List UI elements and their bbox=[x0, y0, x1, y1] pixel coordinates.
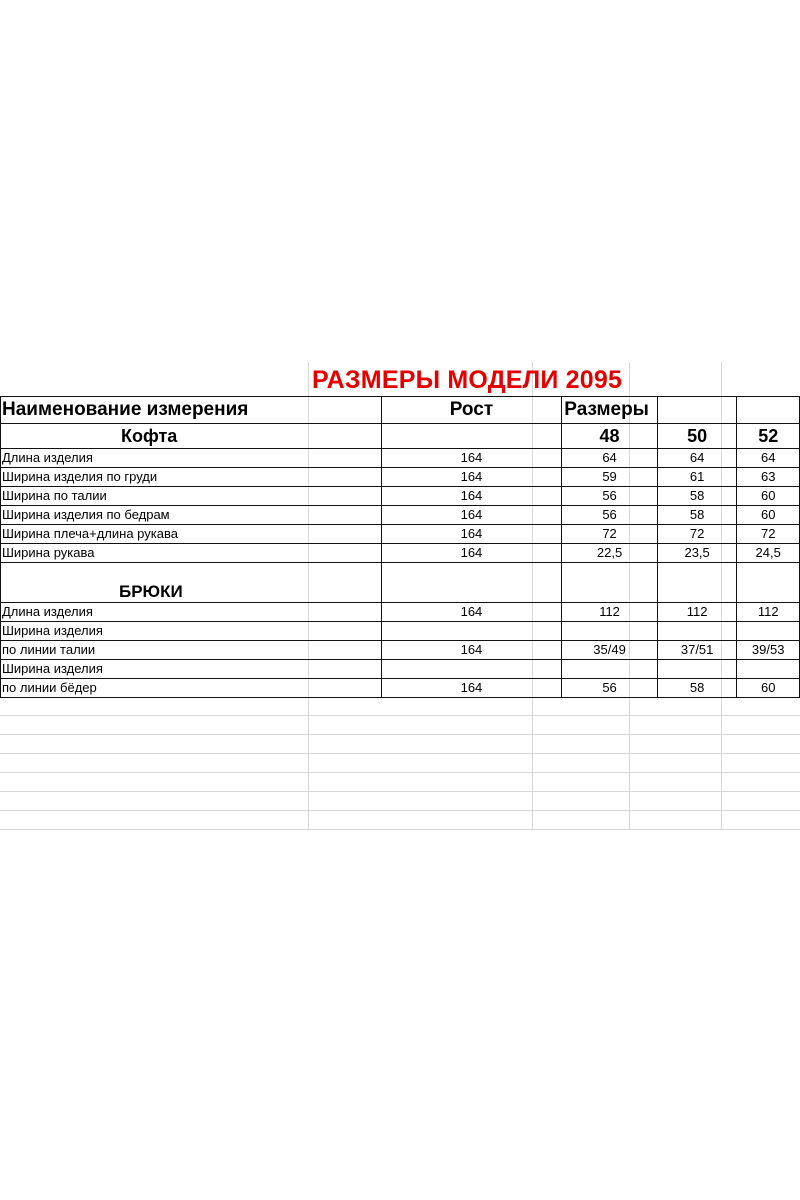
row-height: 164 bbox=[381, 525, 562, 544]
gridline bbox=[0, 753, 800, 754]
header-empty bbox=[737, 397, 800, 424]
row-label: Ширина рукава bbox=[1, 544, 382, 563]
gridline bbox=[0, 791, 800, 792]
gridline bbox=[0, 734, 800, 735]
row-height: 164 bbox=[381, 544, 562, 563]
row-value bbox=[562, 622, 658, 641]
size-table bbox=[0, 396, 800, 698]
row-height: 164 bbox=[381, 449, 562, 468]
size-label: 48 bbox=[562, 424, 658, 449]
header-height: Рост bbox=[381, 397, 562, 424]
row-label: Длина изделия bbox=[1, 449, 382, 468]
section-title: БРЮКИ bbox=[1, 581, 382, 603]
section-row-bryuki bbox=[1, 581, 800, 603]
row-height: 164 bbox=[381, 468, 562, 487]
row-height: 164 bbox=[381, 679, 562, 698]
row-value: 64 bbox=[562, 449, 658, 468]
row-label: по линии талии bbox=[1, 641, 382, 660]
page-title: РАЗМЕРЫ МОДЕЛИ 2095 bbox=[312, 366, 623, 394]
row-label: Длина изделия bbox=[1, 603, 382, 622]
row-value: 59 bbox=[562, 468, 658, 487]
gridline bbox=[0, 715, 800, 716]
table-cell bbox=[381, 581, 562, 603]
gridline bbox=[0, 829, 800, 830]
table-row bbox=[1, 487, 800, 506]
section-row-kofta bbox=[1, 424, 800, 449]
table-row bbox=[1, 660, 800, 679]
table-row bbox=[1, 544, 800, 563]
table-cell bbox=[1, 563, 382, 582]
row-height: 164 bbox=[381, 641, 562, 660]
gridline bbox=[0, 810, 800, 811]
empty-row bbox=[1, 563, 800, 582]
row-label: Ширина изделия по груди bbox=[1, 468, 382, 487]
row-value bbox=[657, 660, 737, 679]
header-empty bbox=[657, 397, 737, 424]
row-value: 112 bbox=[657, 603, 737, 622]
row-label: Ширина изделия по бедрам bbox=[1, 506, 382, 525]
row-value: 72 bbox=[657, 525, 737, 544]
row-height bbox=[381, 622, 562, 641]
row-height: 164 bbox=[381, 506, 562, 525]
table-cell bbox=[381, 563, 562, 582]
table-row bbox=[1, 468, 800, 487]
row-value: 56 bbox=[562, 506, 658, 525]
row-label: Ширина изделия bbox=[1, 622, 382, 641]
table-cell bbox=[657, 581, 737, 603]
table-row bbox=[1, 622, 800, 641]
row-value: 60 bbox=[737, 506, 800, 525]
row-value: 58 bbox=[657, 487, 737, 506]
header-sizes: Размеры bbox=[562, 397, 658, 424]
row-value: 64 bbox=[657, 449, 737, 468]
table-row bbox=[1, 603, 800, 622]
row-value: 24,5 bbox=[737, 544, 800, 563]
table-cell bbox=[381, 424, 562, 449]
table-cell bbox=[562, 581, 658, 603]
table-row bbox=[1, 679, 800, 698]
row-value bbox=[562, 660, 658, 679]
row-value: 58 bbox=[657, 679, 737, 698]
row-label: Ширина плеча+длина рукава bbox=[1, 525, 382, 544]
table-row bbox=[1, 449, 800, 468]
row-height bbox=[381, 660, 562, 679]
row-value bbox=[737, 622, 800, 641]
row-value bbox=[737, 660, 800, 679]
row-value: 60 bbox=[737, 679, 800, 698]
row-value: 58 bbox=[657, 506, 737, 525]
table-cell bbox=[737, 563, 800, 582]
row-value: 35/49 bbox=[562, 641, 658, 660]
row-value: 72 bbox=[737, 525, 800, 544]
row-label: Ширина изделия bbox=[1, 660, 382, 679]
table-row bbox=[1, 506, 800, 525]
row-value: 112 bbox=[562, 603, 658, 622]
row-label: по линии бёдер bbox=[1, 679, 382, 698]
header-name: Наименование измерения bbox=[1, 397, 382, 424]
row-value: 61 bbox=[657, 468, 737, 487]
row-value: 63 bbox=[737, 468, 800, 487]
row-height: 164 bbox=[381, 487, 562, 506]
table-row bbox=[1, 525, 800, 544]
table-row bbox=[1, 641, 800, 660]
table-header-row bbox=[1, 397, 800, 424]
section-title: Кофта bbox=[1, 424, 382, 449]
row-value: 72 bbox=[562, 525, 658, 544]
row-value: 112 bbox=[737, 603, 800, 622]
row-value: 64 bbox=[737, 449, 800, 468]
table-cell bbox=[562, 563, 658, 582]
row-value: 23,5 bbox=[657, 544, 737, 563]
row-height: 164 bbox=[381, 603, 562, 622]
row-value bbox=[657, 622, 737, 641]
row-value: 37/51 bbox=[657, 641, 737, 660]
row-value: 56 bbox=[562, 487, 658, 506]
table-cell bbox=[737, 581, 800, 603]
size-label: 50 bbox=[657, 424, 737, 449]
row-value: 56 bbox=[562, 679, 658, 698]
table-cell bbox=[657, 563, 737, 582]
gridline bbox=[0, 772, 800, 773]
row-value: 22,5 bbox=[562, 544, 658, 563]
row-value: 39/53 bbox=[737, 641, 800, 660]
row-label: Ширина по талии bbox=[1, 487, 382, 506]
row-value: 60 bbox=[737, 487, 800, 506]
size-label: 52 bbox=[737, 424, 800, 449]
